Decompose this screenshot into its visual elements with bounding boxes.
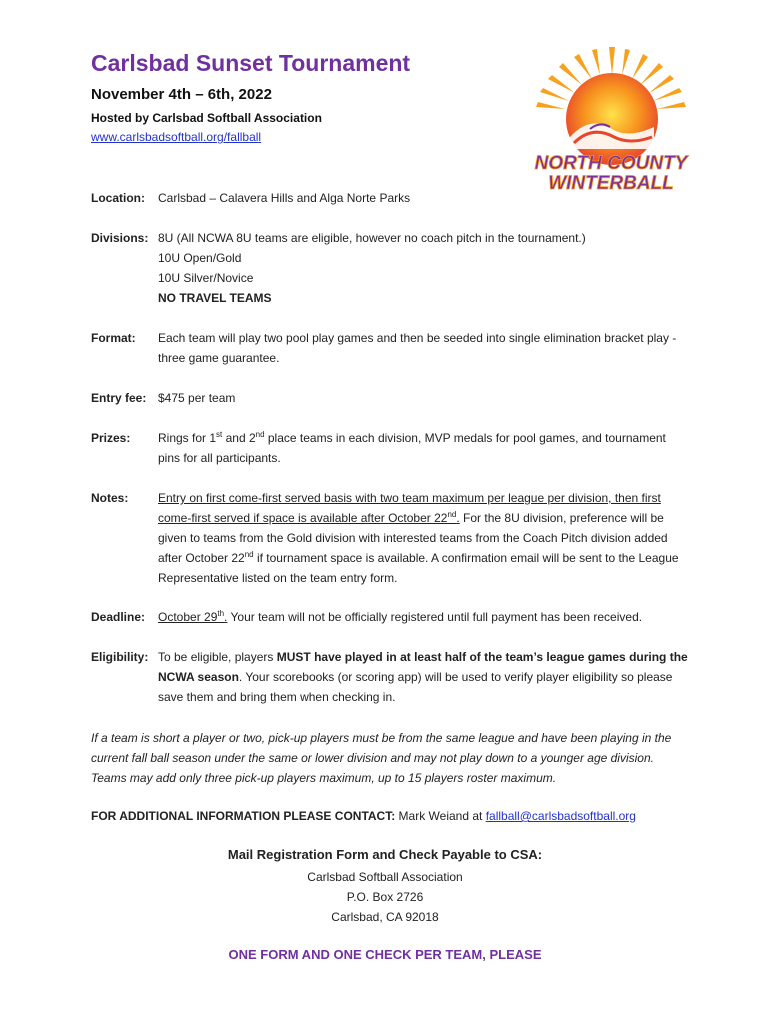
logo-line-2: WINTERBALL	[548, 173, 674, 194]
mail-address-line-1: Carlsbad Softball Association	[307, 870, 463, 884]
format-value: Each team will play two pool play games and then be seeded into single elimination bracket play - three game guarantee.	[158, 331, 677, 365]
prizes-label: Prizes:	[91, 431, 131, 445]
mail-address-line-3: Carlsbad, CA 92018	[331, 910, 439, 924]
eligibility-value: To be eligible, players MUST have played in at least half of the team’s league games during the NCWA season. Your scorebooks (or scoring app) will be used to verify player eligibility so please save them and bring them when checking in.	[158, 650, 688, 704]
division-item: 8U (All NCWA 8U teams are eligible, however no coach pitch in the tournament.)	[158, 231, 586, 245]
pickup-players-note: If a team is short a player or two, pick-up players must be from the same league and have been playing in the current fall ball season under the same or lower division and may not play down to a younger age division. Teams may add only three pick-up players maximum, up to 15 players roster maximum.	[91, 731, 672, 785]
prizes-value: Rings for 1st and 2nd place teams in each division, MVP medals for pool games, and tournament pins for all participants.	[158, 430, 666, 465]
contact-email-link[interactable]: fallball@carlsbadsoftball.org	[485, 809, 636, 823]
entry-fee-value: $475 per team	[158, 391, 236, 405]
notes-label: Notes:	[91, 491, 129, 505]
contact-label: FOR ADDITIONAL INFORMATION PLEASE CONTACT:	[91, 809, 396, 823]
entry-fee-label: Entry fee:	[91, 391, 147, 405]
north-county-winterball-logo	[530, 45, 692, 195]
logo-line-1: NORTH COUNTY	[534, 153, 688, 174]
location-label: Location:	[91, 191, 145, 205]
tournament-dates: November 4th – 6th, 2022	[91, 86, 272, 103]
location-value: Carlsbad – Calavera Hills and Alga Norte Parks	[158, 191, 411, 205]
mail-title: Mail Registration Form and Check Payable to CSA:	[227, 847, 543, 862]
division-item: 10U Open/Gold	[158, 251, 242, 265]
deadline-value: October 29th. Your team will not be officially registered until full payment has been received.	[158, 609, 643, 624]
no-travel-note: NO TRAVEL TEAMS	[158, 291, 272, 305]
eligibility-label: Eligibility:	[91, 650, 149, 664]
website-link[interactable]: www.carlsbadsoftball.org/fallball	[91, 130, 262, 144]
mail-address-line-2: P.O. Box 2726	[346, 890, 424, 904]
host-line: Hosted by Carlsbad Softball Association	[91, 111, 322, 125]
contact-name: Mark Weiand at	[395, 809, 486, 823]
divisions-label: Divisions:	[91, 231, 149, 245]
divisions-list	[158, 228, 690, 308]
footer-note: ONE FORM AND ONE CHECK PER TEAM, PLEASE	[228, 947, 542, 962]
division-item: 10U Silver/Novice	[158, 271, 254, 285]
sun-icon	[566, 73, 658, 165]
format-label: Format:	[91, 331, 136, 345]
notes-value: Entry on first come-first served basis with two team maximum per league per division, then first come-first served if space is available after October 22nd. For the 8U division, preference will be given to teams from the Gold division with interested teams from the Coach Pitch division added after October 22nd if tournament space is available. A confirmation email will be sent to the League Representative listed on the team entry form.	[158, 491, 679, 585]
contact-line	[91, 806, 691, 826]
deadline-label: Deadline:	[91, 610, 146, 624]
page-title: Carlsbad Sunset Tournament	[91, 50, 411, 76]
